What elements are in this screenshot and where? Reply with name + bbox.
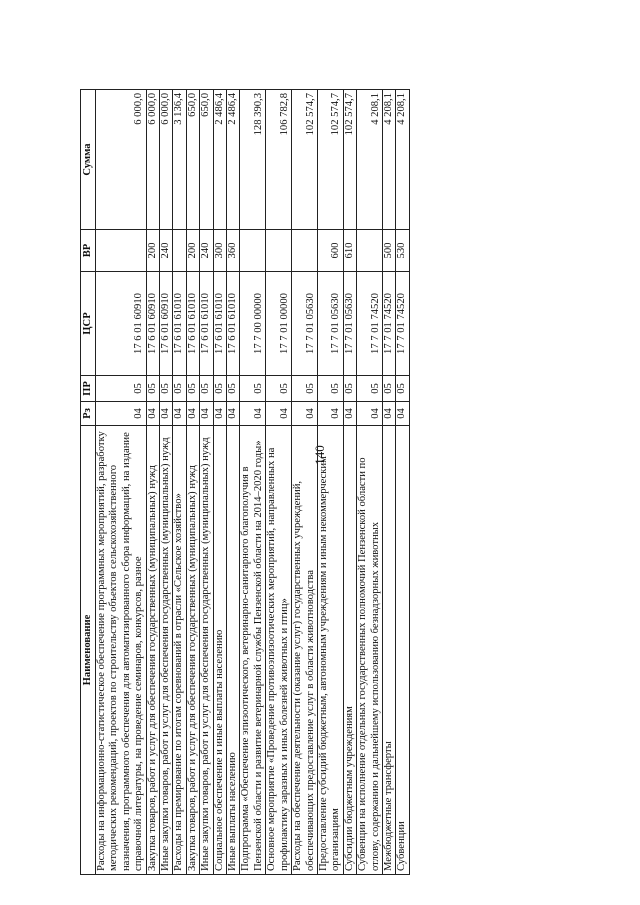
cell-name: Закупка товаров, работ и услуг для обеспечения государственных (муниципальных) нужд xyxy=(146,426,159,875)
cell-name: Субвенции на исполнение отдельных государственных полномочий Пензенской области по отлову, содержанию и дальнейшему использованию безнадзорных животных xyxy=(357,426,383,875)
header-sum: Сумма xyxy=(81,90,96,230)
table-row xyxy=(382,90,395,875)
cell-vr: 610 xyxy=(343,230,356,272)
header-vr: ВР xyxy=(81,230,96,272)
table-row xyxy=(396,90,409,875)
cell-sum: 650,0 xyxy=(186,90,199,230)
cell-csr: 17 6 01 61010 xyxy=(213,272,226,376)
cell-name: Расходы на информационно-статистическое обеспечение программных мероприятий, разработку методических рекомендаций, проектов по строительству объектов сельскохозяйственного назначения, программного обеспечения для автоматизированного сбора информаций, на издание справочной литературы, на проведение семинаров, конкурсов, разное xyxy=(96,426,147,875)
cell-csr: 17 7 01 74520 xyxy=(382,272,395,376)
cell-vr xyxy=(240,230,266,272)
cell-pr: 05 xyxy=(317,376,343,402)
table-row xyxy=(357,90,383,875)
cell-csr: 17 6 01 60910 xyxy=(160,272,173,376)
cell-name: Иные закупки товаров, работ и услуг для обеспечения государственных (муниципальных) нужд xyxy=(200,426,213,875)
cell-csr: 17 7 01 05630 xyxy=(292,272,318,376)
cell-pr: 05 xyxy=(266,376,292,402)
cell-pr: 05 xyxy=(357,376,383,402)
cell-csr: 17 6 01 61010 xyxy=(227,272,240,376)
table-row xyxy=(186,90,199,875)
cell-rz: 04 xyxy=(317,402,343,426)
cell-vr: 300 xyxy=(213,230,226,272)
cell-sum: 102 574,7 xyxy=(292,90,318,230)
cell-pr: 05 xyxy=(213,376,226,402)
table-row xyxy=(96,90,147,875)
cell-pr: 05 xyxy=(396,376,409,402)
cell-vr xyxy=(173,230,186,272)
cell-name: Расходы на обеспечение деятельности (оказание услуг) государственных учреждений, обеспечивающих предоставление услуг в области животноводства xyxy=(292,426,318,875)
cell-csr: 17 7 01 00000 xyxy=(266,272,292,376)
cell-name: Основное мероприятие «Проведение противоэпизоотических мероприятий, направленных на профилактику заразных и иных болезней животных и птиц» xyxy=(266,426,292,875)
cell-pr: 05 xyxy=(292,376,318,402)
cell-csr: 17 7 01 05630 xyxy=(317,272,343,376)
cell-csr: 17 6 01 61010 xyxy=(186,272,199,376)
table-row xyxy=(213,90,226,875)
cell-vr: 240 xyxy=(160,230,173,272)
table-row xyxy=(227,90,240,875)
cell-vr: 500 xyxy=(382,230,395,272)
cell-sum: 102 574,7 xyxy=(317,90,343,230)
cell-name: Расходы на премирование по итогам соревнований в отрасли «Сельское хозяйство» xyxy=(173,426,186,875)
cell-sum: 650,0 xyxy=(200,90,213,230)
cell-rz: 04 xyxy=(343,402,356,426)
cell-vr: 200 xyxy=(146,230,159,272)
cell-rz: 04 xyxy=(146,402,159,426)
cell-pr: 05 xyxy=(186,376,199,402)
cell-rz: 04 xyxy=(266,402,292,426)
cell-name: Субсидии бюджетным учреждениям xyxy=(343,426,356,875)
cell-sum: 4 208,1 xyxy=(396,90,409,230)
cell-pr: 05 xyxy=(160,376,173,402)
cell-sum: 2 486,4 xyxy=(227,90,240,230)
cell-rz: 04 xyxy=(96,402,147,426)
cell-vr: 360 xyxy=(227,230,240,272)
cell-sum: 3 136,4 xyxy=(173,90,186,230)
table-row xyxy=(173,90,186,875)
table-row xyxy=(317,90,343,875)
cell-csr: 17 7 01 05630 xyxy=(343,272,356,376)
cell-name: Предоставление субсидий бюджетным, автономным учреждениям и иным некоммерческим организациям xyxy=(317,426,343,875)
table-header-row xyxy=(81,90,96,875)
cell-name: Социальное обеспечение и иные выплаты населению xyxy=(213,426,226,875)
cell-rz: 04 xyxy=(200,402,213,426)
cell-pr: 05 xyxy=(200,376,213,402)
cell-csr: 17 6 01 60910 xyxy=(96,272,147,376)
cell-name: Субвенции xyxy=(396,426,409,875)
header-csr: ЦСР xyxy=(81,272,96,376)
cell-name: Иные выплаты населению xyxy=(227,426,240,875)
cell-sum: 6 000,0 xyxy=(160,90,173,230)
cell-sum: 106 782,8 xyxy=(266,90,292,230)
cell-vr xyxy=(96,230,147,272)
cell-rz: 04 xyxy=(382,402,395,426)
cell-name: Закупка товаров, работ и услуг для обеспечения государственных (муниципальных) нужд xyxy=(186,426,199,875)
cell-name: Межбюджетные трансферты xyxy=(382,426,395,875)
cell-vr xyxy=(357,230,383,272)
cell-rz: 04 xyxy=(357,402,383,426)
cell-rz: 04 xyxy=(160,402,173,426)
cell-vr: 530 xyxy=(396,230,409,272)
table-row xyxy=(160,90,173,875)
cell-pr: 05 xyxy=(343,376,356,402)
cell-csr: 17 7 01 74520 xyxy=(396,272,409,376)
cell-vr xyxy=(266,230,292,272)
cell-pr: 05 xyxy=(96,376,147,402)
cell-csr: 17 6 01 61010 xyxy=(200,272,213,376)
cell-sum: 102 574,7 xyxy=(343,90,356,230)
table-row xyxy=(200,90,213,875)
cell-sum: 4 208,1 xyxy=(357,90,383,230)
cell-sum: 2 486,4 xyxy=(213,90,226,230)
cell-rz: 04 xyxy=(292,402,318,426)
budget-table xyxy=(80,89,410,875)
table-row xyxy=(343,90,356,875)
cell-vr: 600 xyxy=(317,230,343,272)
table-row xyxy=(292,90,318,875)
cell-rz: 04 xyxy=(227,402,240,426)
cell-sum: 6 000,0 xyxy=(146,90,159,230)
table-row xyxy=(146,90,159,875)
cell-pr: 05 xyxy=(382,376,395,402)
cell-pr: 05 xyxy=(240,376,266,402)
cell-vr: 240 xyxy=(200,230,213,272)
cell-pr: 05 xyxy=(173,376,186,402)
table-row xyxy=(240,90,266,875)
cell-csr: 17 6 01 61010 xyxy=(173,272,186,376)
cell-rz: 04 xyxy=(173,402,186,426)
cell-sum: 6 000,0 xyxy=(96,90,147,230)
cell-csr: 17 7 01 74520 xyxy=(357,272,383,376)
page-number: 140 xyxy=(312,445,327,465)
cell-name: Подпрограмма «Обеспечение эпизоотического, ветеринарно-санитарного благополучия в Пензенской области и развитие ветеринарной службы Пензенской области на 2014–2020 годы» xyxy=(240,426,266,875)
table-row xyxy=(266,90,292,875)
cell-sum: 128 390,3 xyxy=(240,90,266,230)
rotated-page-content xyxy=(80,90,560,875)
cell-name: Иные закупки товаров, работ и услуг для обеспечения государственных (муниципальных) нужд xyxy=(160,426,173,875)
header-name: Наименование xyxy=(81,426,96,875)
cell-csr: 17 7 00 00000 xyxy=(240,272,266,376)
header-rz: Рз xyxy=(81,402,96,426)
cell-pr: 05 xyxy=(146,376,159,402)
cell-rz: 04 xyxy=(396,402,409,426)
cell-csr: 17 6 01 60910 xyxy=(146,272,159,376)
cell-rz: 04 xyxy=(240,402,266,426)
cell-pr: 05 xyxy=(227,376,240,402)
cell-vr: 200 xyxy=(186,230,199,272)
cell-rz: 04 xyxy=(186,402,199,426)
cell-vr xyxy=(292,230,318,272)
header-pr: ПР xyxy=(81,376,96,402)
cell-sum: 4 208,1 xyxy=(382,90,395,230)
cell-rz: 04 xyxy=(213,402,226,426)
